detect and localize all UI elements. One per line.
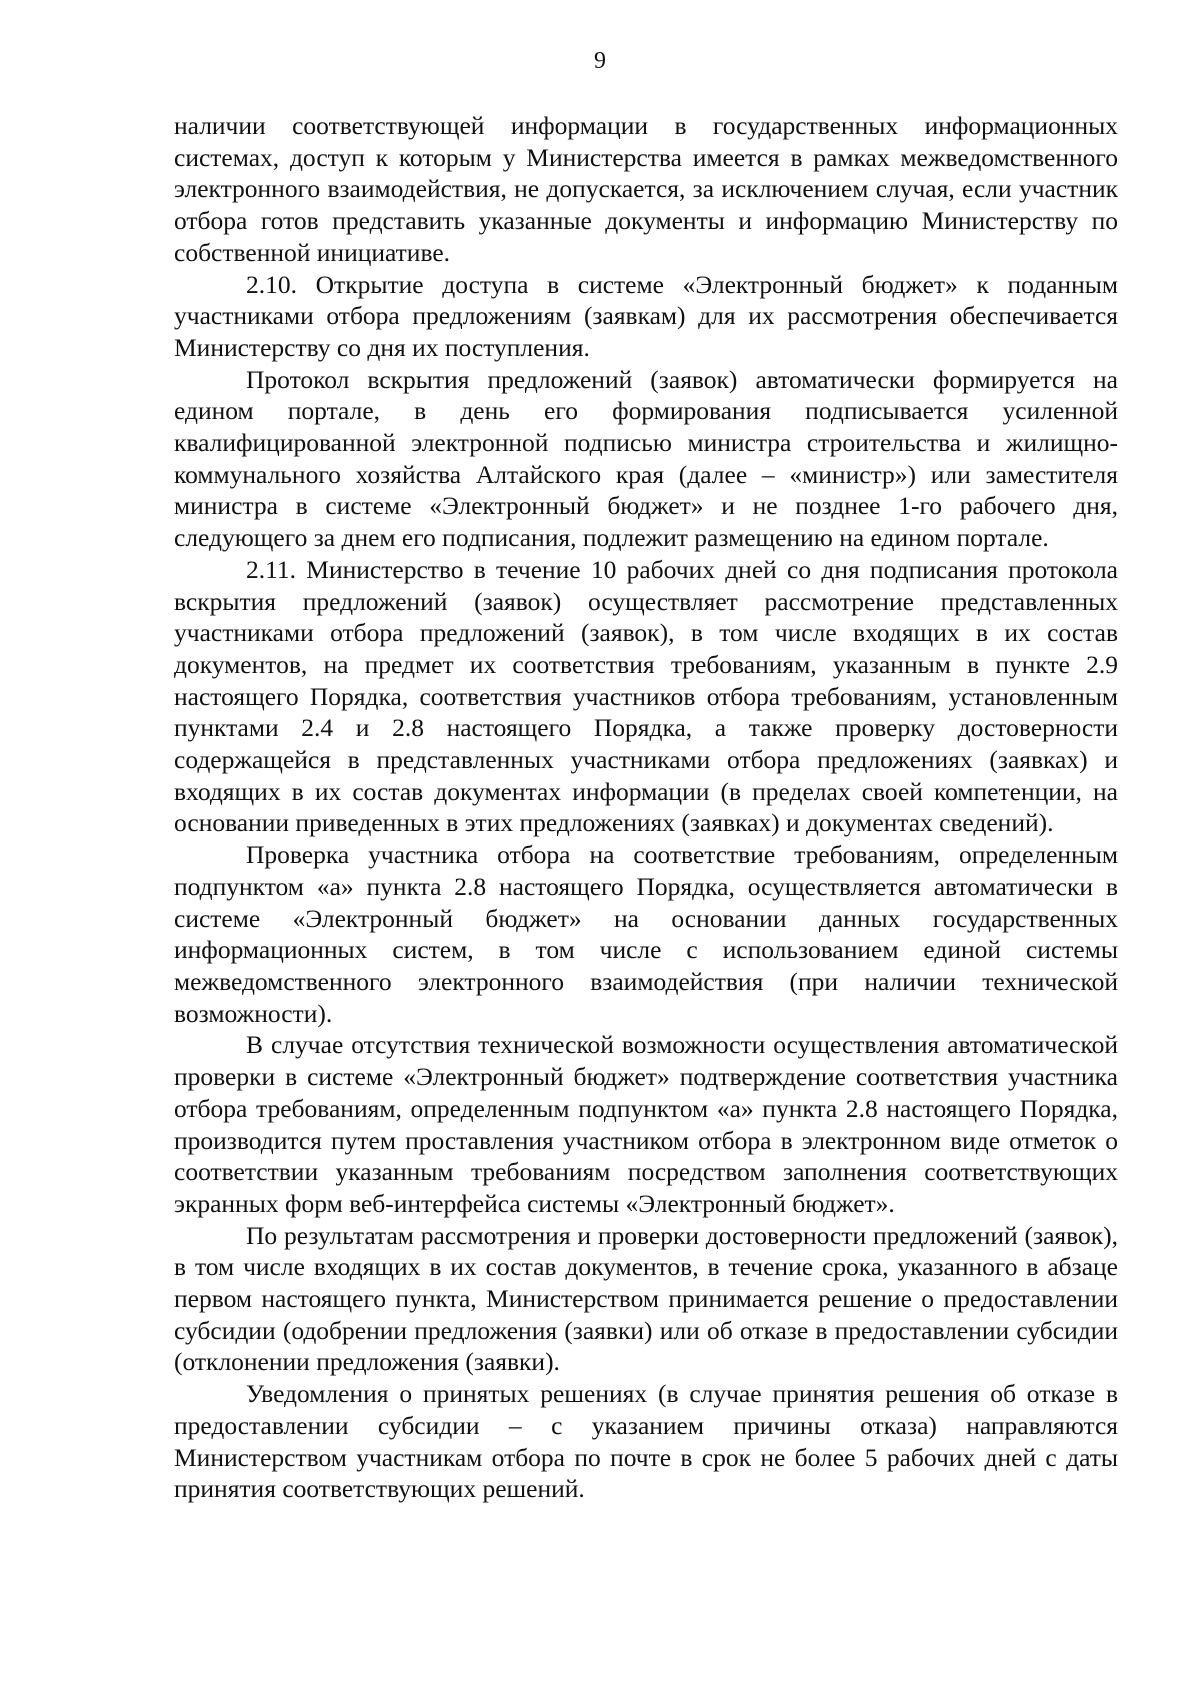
paragraph-notifications: Уведомления о принятых решениях (в случае принятия решения об отказе в предоставлении субсидии – с указанием причины отказа) направляются Министерством участникам отбора по почте в срок не более 5 рабочих дней с даты принятия соответствующих решений. (174, 1379, 1118, 1504)
page-number: 9 (594, 48, 606, 74)
paragraph-2-11: 2.11. Министерство в течение 10 рабочих дней со дня подписания протокола вскрытия предложений (заявок) осуществляет рассмотрение представленных участниками отбора предложений (заявок), в том числе входящих в их состав документов, на предмет их соответствия требованиям, указанным в пункте 2.9 настоящего Порядка, соответствия участников отбора требованиям, установленным пунктами 2.4 и 2.8 настоящего Порядка, а также проверку достоверности содержащейся в представленных участниками отбора предложениях (заявках) и входящих в их состав документах информации (в пределах своей компетенции, на основании приведенных в этих предложениях (заявках) и документах сведений). (174, 554, 1118, 838)
paragraph-2-10: 2.10. Открытие доступа в системе «Электронный бюджет» к поданным участниками отбора предложениям (заявкам) для их рассмотрения обеспечивается Министерству со дня их поступления. (174, 269, 1118, 362)
paragraph-protocol: Протокол вскрытия предложений (заявок) автоматически формируется на едином портале, в день его формирования подписывается усиленной квалифицированной электронной подписью министра строительства и жилищно-коммунального хозяйства Алтайского края (далее – «министр») или заместителя министра в системе «Электронный бюджет» и не позднее 1-го рабочего дня, следующего за днем его подписания, подлежит размещению на едином портале. (174, 364, 1118, 553)
paragraph-verification: Проверка участника отбора на соответствие требованиям, определенным подпунктом «а» пункта 2.8 настоящего Порядка, осуществляется автоматически в системе «Электронный бюджет» на основании данных государственных информационных систем, в том числе с использованием единой системы межведомственного электронного взаимодействия (при наличии технической возможности). (174, 840, 1118, 1028)
paragraph-continuation: наличии соответствующей информации в государственных информационных системах, доступ к которым у Министерства имеется в рамках межведомственного электронного взаимодействия, не допускается, за исключением случая, если участник отбора готов представить указанные документы и информацию Министерству по собственной инициативе. (174, 111, 1118, 267)
paragraph-no-technical-possibility: В случае отсутствия технической возможности осуществления автоматической проверки в системе «Электронный бюджет» подтверждение соответствия участника отбора требованиям, определенным подпунктом «а» пункта 2.8 настоящего Порядка, производится путем проставления участником отбора в электронном виде отметок о соответствии указанным требованиям посредством заполнения соответствующих экранных форм веб-интерфейса системы «Электронный бюджет». (174, 1030, 1118, 1218)
document-body (174, 110, 1118, 1505)
paragraph-results: По результатам рассмотрения и проверки достоверности предложений (заявок), в том числе входящих в их состав документов, в течение срока, указанного в абзаце первом настоящего пункта, Министерством принимается решение о предоставлении субсидии (одобрении предложения (заявки) или об отказе в предоставлении субсидии (отклонении предложения (заявки). (174, 1220, 1118, 1377)
